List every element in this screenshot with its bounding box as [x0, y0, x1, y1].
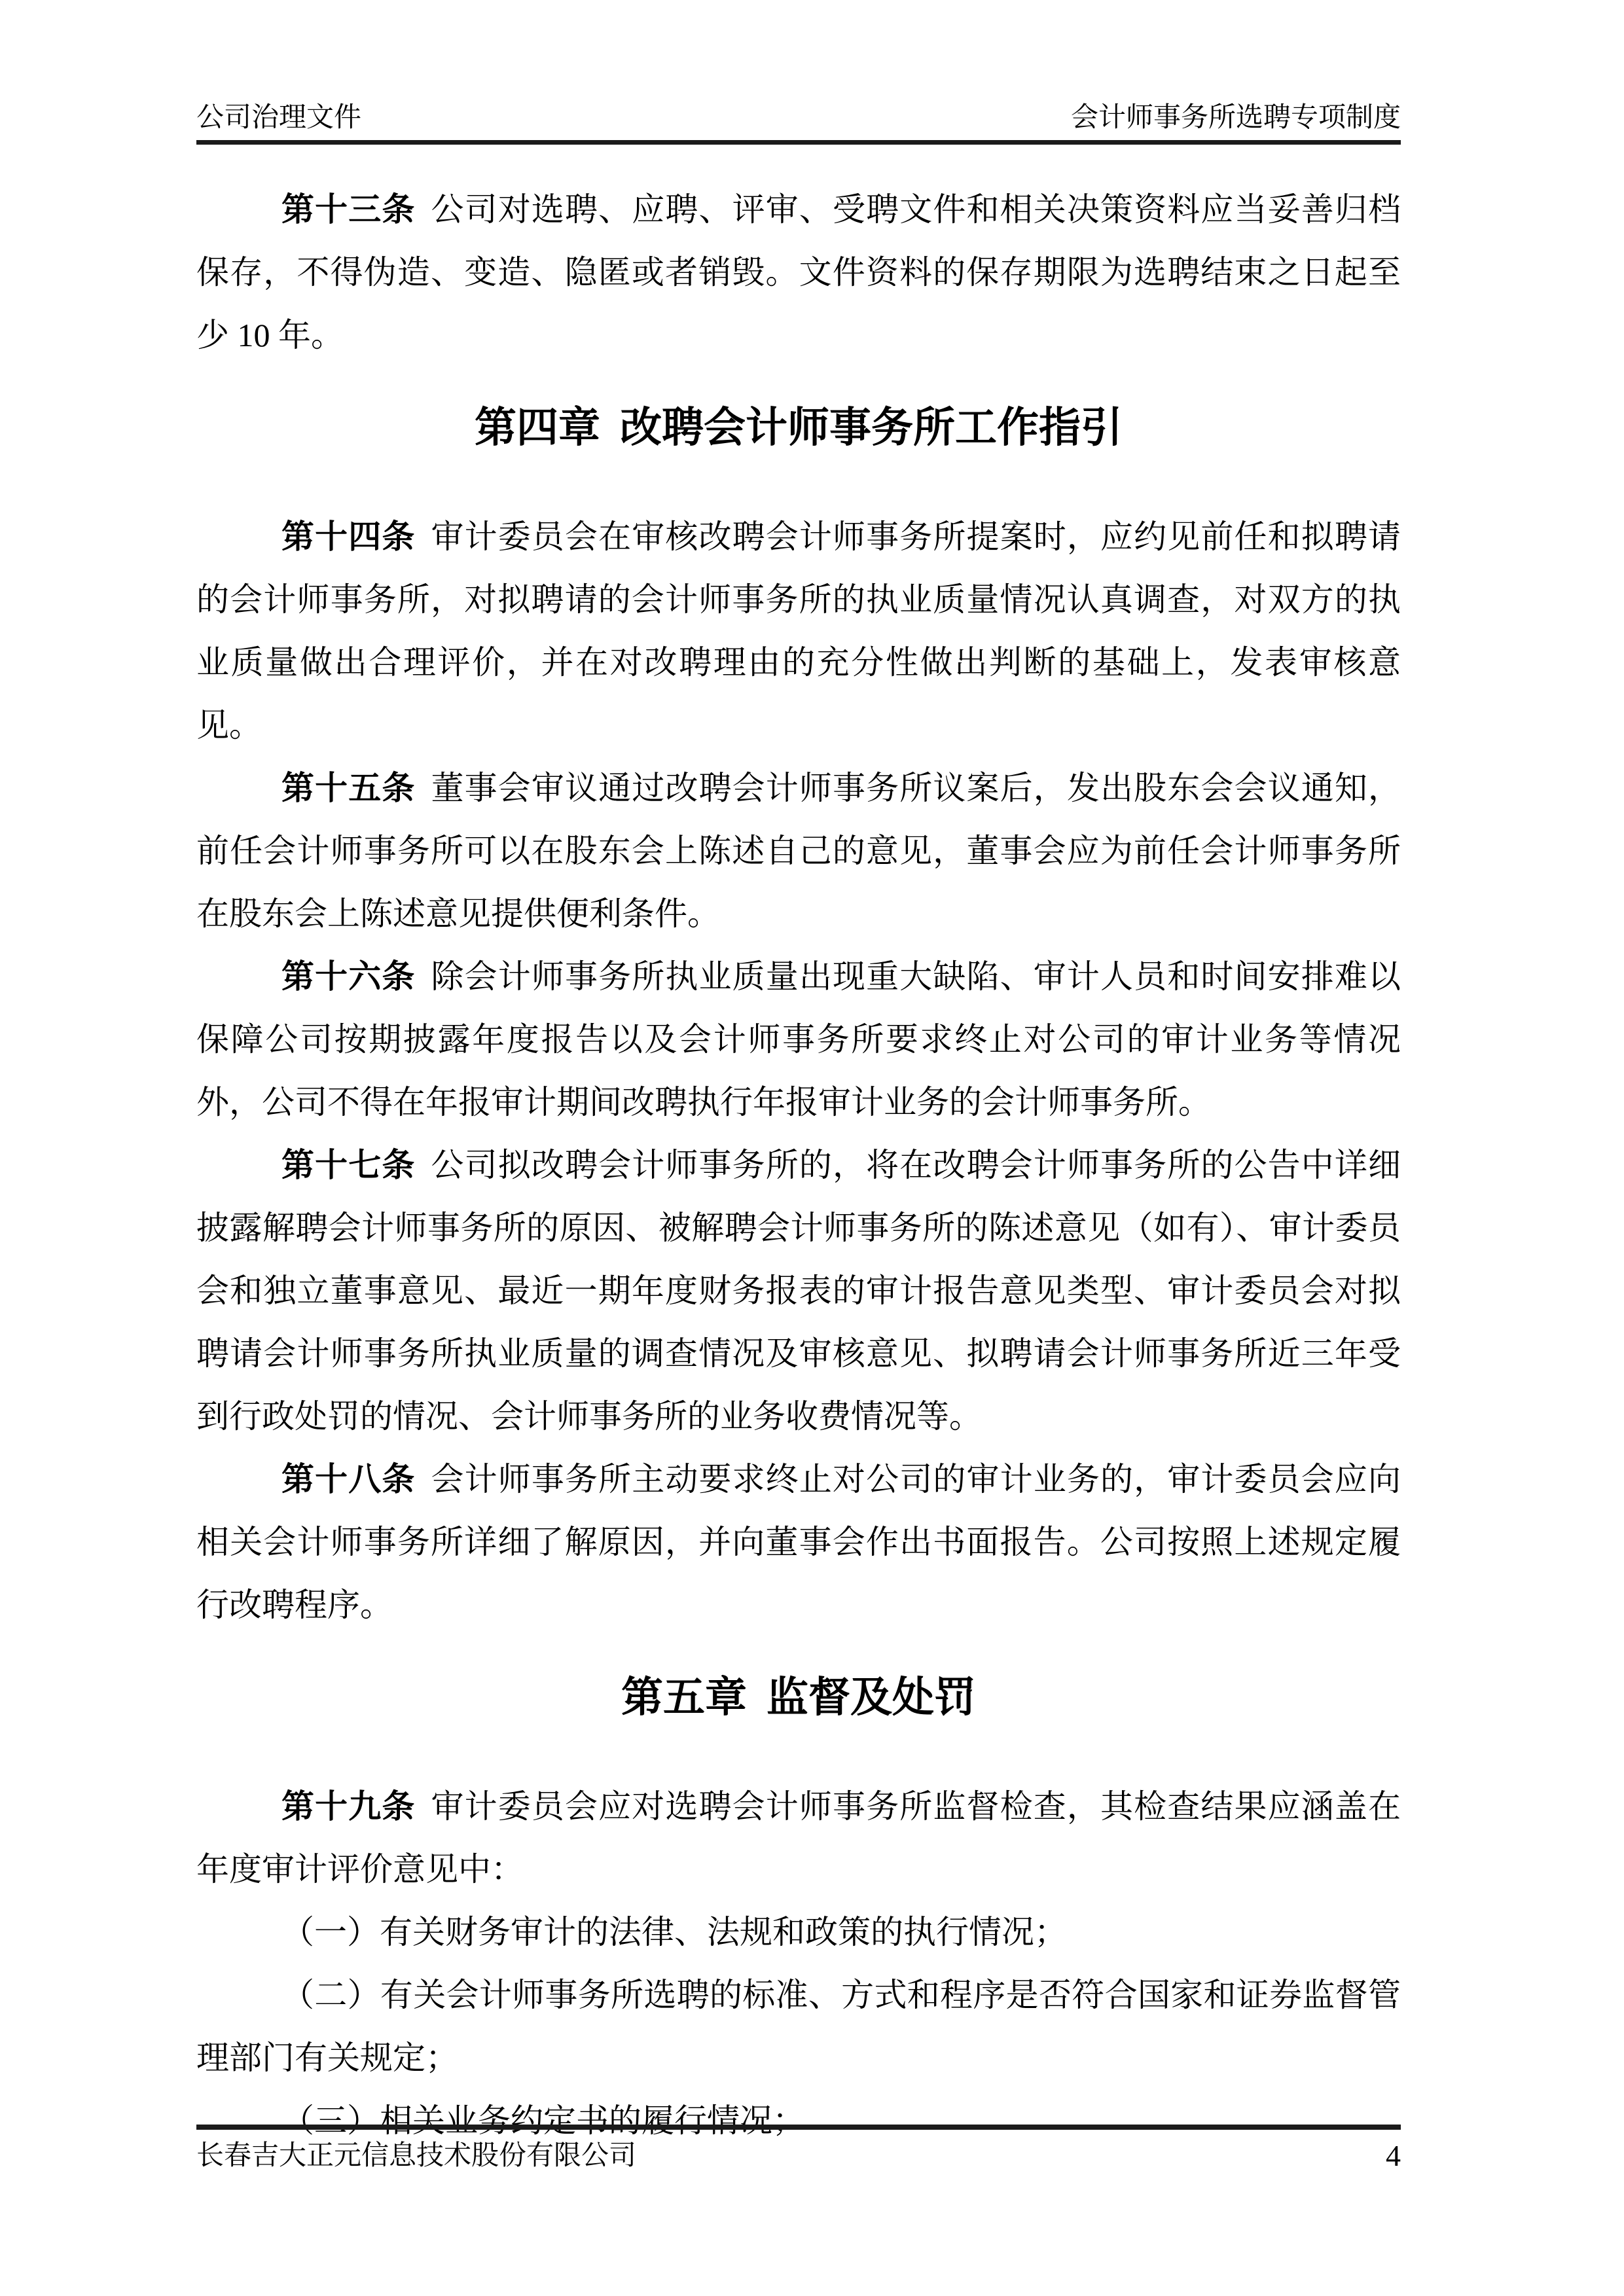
- document-body: [196, 178, 1401, 2152]
- list-item-2: （二）有关会计师事务所选聘的标准、方式和程序是否符合国家和证券监督管理部门有关规定；: [196, 1977, 1401, 2076]
- page-header: [196, 102, 1401, 145]
- article-15-label: 第十五条: [281, 770, 416, 806]
- article-13-label: 第十三条: [281, 191, 416, 228]
- chapter-5-label: 第五章: [621, 1674, 747, 1721]
- article-13-text: 公司对选聘、应聘、评审、受聘文件和相关决策资料应当妥善归档保存，不得伪造、变造、隐匿或者销毁。文件资料的保存期限为选聘结束之日起至少 10 年。: [196, 191, 1401, 353]
- article-16-text: 除会计师事务所执业质量出现重大缺陷、审计人员和时间安排难以保障公司按期披露年度报告以及会计师事务所要求终止对公司的审计业务等情况外，公司不得在年报审计期间改聘执行年报审计业务的会计师事务所。: [196, 958, 1401, 1121]
- article-16-paragraph: [196, 945, 1401, 1134]
- chapter-4-label: 第四章: [475, 404, 600, 451]
- chapter-4-heading: [196, 397, 1401, 459]
- header-doc-category: 公司治理文件: [196, 103, 362, 133]
- article-15-text: 董事会审议通过改聘会计师事务所议案后，发出股东会会议通知，前任会计师事务所可以在股东会上陈述自己的意见，董事会应为前任会计师事务所在股东会上陈述意见提供便利条件。: [196, 770, 1401, 932]
- header-doc-title: 会计师事务所选聘专项制度: [1070, 103, 1401, 133]
- chapter-4-title: 改聘会计师事务所工作指引: [620, 404, 1123, 451]
- page-number: 4: [1386, 2139, 1401, 2172]
- article-16-label: 第十六条: [281, 958, 416, 995]
- article-15-paragraph: [196, 757, 1401, 945]
- page-footer: [196, 2125, 1401, 2172]
- article-19-label: 第十九条: [281, 1788, 416, 1825]
- list-item-1: （一）有关财务审计的法律、法规和政策的执行情况；: [281, 1914, 1067, 1950]
- article-14-label: 第十四条: [281, 518, 416, 555]
- article-17-text: 公司拟改聘会计师事务所的，将在改聘会计师事务所的公告中详细披露解聘会计师事务所的原因、被解聘会计师事务所的陈述意见（如有）、审计委员会和独立董事意见、最近一期年度财务报表的审计报告意见类型、审计委员会对拟聘请会计师事务所执业质量的调查情况及审核意见、拟聘请会计师事务所近三年受到行政处罚的情况、会计师事务所的业务收费情况等。: [196, 1147, 1401, 1435]
- footer-company-name: 长春吉大正元信息技术股份有限公司: [196, 2141, 637, 2171]
- article-13-paragraph: [196, 178, 1401, 367]
- article-18-paragraph: [196, 1448, 1401, 1636]
- article-18-text: 会计师事务所主动要求终止对公司的审计业务的，审计委员会应向相关会计师事务所详细了解原因，并向董事会作出书面报告。公司按照上述规定履行改聘程序。: [196, 1461, 1401, 1623]
- article-14-text: 审计委员会在审核改聘会计师事务所提案时，应约见前任和拟聘请的会计师事务所，对拟聘请的会计师事务所的执业质量情况认真调查，对双方的执业质量做出合理评价，并在对改聘理由的充分性做出判断的基础上，发表审核意见。: [196, 518, 1401, 744]
- article-19-paragraph: [196, 1775, 1401, 1901]
- chapter-5-title: 监督及处罚: [767, 1674, 976, 1721]
- list-item-3: （三）相关业务约定书的履行情况；: [281, 2102, 805, 2139]
- article-19-text: 审计委员会应对选聘会计师事务所监督检查，其检查结果应涵盖在年度审计评价意见中：: [196, 1788, 1401, 1888]
- article-17-paragraph: [196, 1134, 1401, 1448]
- article-14-paragraph: [196, 505, 1401, 757]
- chapter-5-heading: [196, 1666, 1401, 1729]
- article-18-label: 第十八条: [281, 1461, 416, 1498]
- article-17-label: 第十七条: [281, 1147, 416, 1183]
